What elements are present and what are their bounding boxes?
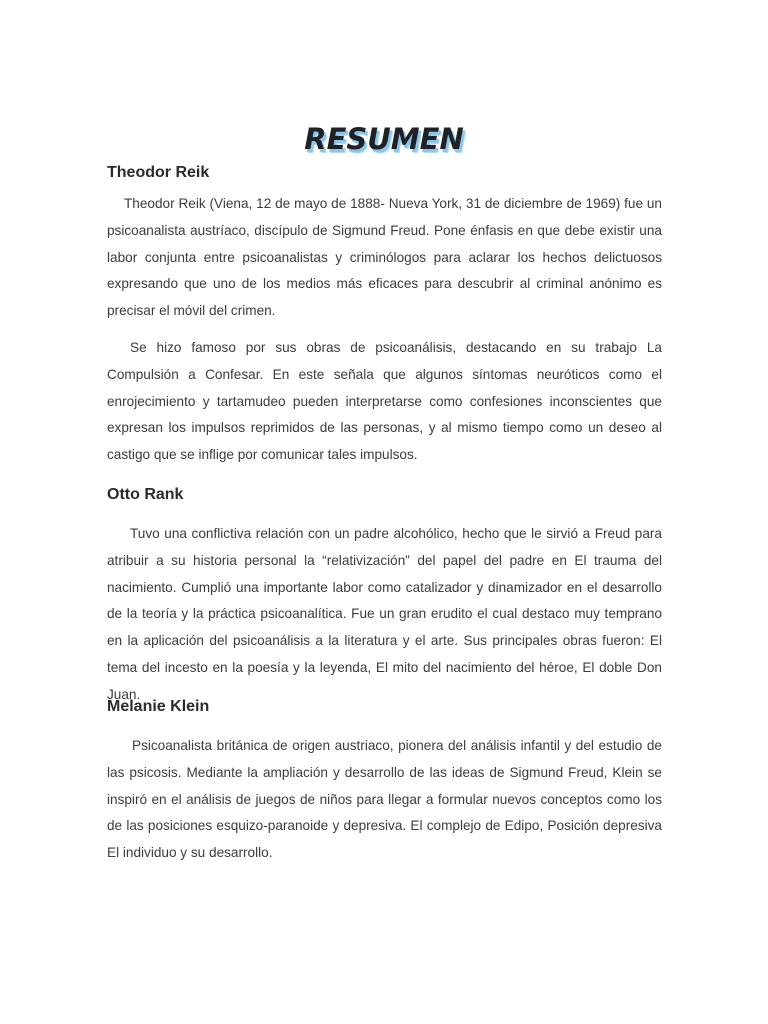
paragraph-klein-1: Psicoanalista británica de origen austriaco, pionera del análisis infantil y del estudio de las psicosis. Mediante la ampliación y desarrollo de las ideas de Sigmund Freud, Klein se inspiró en el análisis de juegos de niños para llegar a formular nuevos conceptos como los de las posiciones esquizo-paranoide y depresiva. El complejo de Edipo, Posición depresiva El individuo y su desarrollo. (107, 738, 662, 861)
section-heading-otto-rank: Otto Rank (107, 486, 184, 503)
paragraph-reik-2: Se hizo famoso por sus obras de psicoanálisis, destacando en su trabajo La Compulsión a Confesar. En este señala que algunos síntomas neuróticos como el enrojecimiento y tartamudeo pueden interpretarse como confesiones inconscientes que expresan los impulsos reprimidos de las personas, y al mismo tiempo como un deseo al castigo que se inflige por comunicar tales impulsos. (107, 340, 662, 463)
paragraph-reik-1: Theodor Reik (Viena, 12 de mayo de 1888- Nueva York, 31 de diciembre de 1969) fue un psicoanalista austríaco, discípulo de Sigmund Freud. Pone énfasis en que debe existir una labor conjunta entre psicoanalistas y criminólogos para aclarar los hechos delictuosos expresando que uno de los medios más eficaces para descubrir al criminal anónimo es precisar el móvil del crimen. (107, 196, 662, 319)
section-heading-melanie-klein: Melanie Klein (107, 698, 210, 715)
paragraph-rank-1: Tuvo una conflictiva relación con un padre alcohólico, hecho que le sirvió a Freud para atribuir a su historia personal la “relativización” del papel del padre en El trauma del nacimiento. Cumplió una importante labor como catalizador y dinamizador en el desarrollo de la teoría y la práctica psicoanalítica. Fue un gran erudito el cual destaco muy temprano en la aplicación del psicoanálisis a la literatura y el arte. Sus principales obras fueron: El tema del incesto en la poesía y la leyenda, El mito del nacimiento del héroe, El doble Don Juan. (107, 526, 662, 702)
section-heading-theodor-reik: Theodor Reik (107, 164, 210, 181)
page-title: RESUMEN (304, 122, 464, 157)
